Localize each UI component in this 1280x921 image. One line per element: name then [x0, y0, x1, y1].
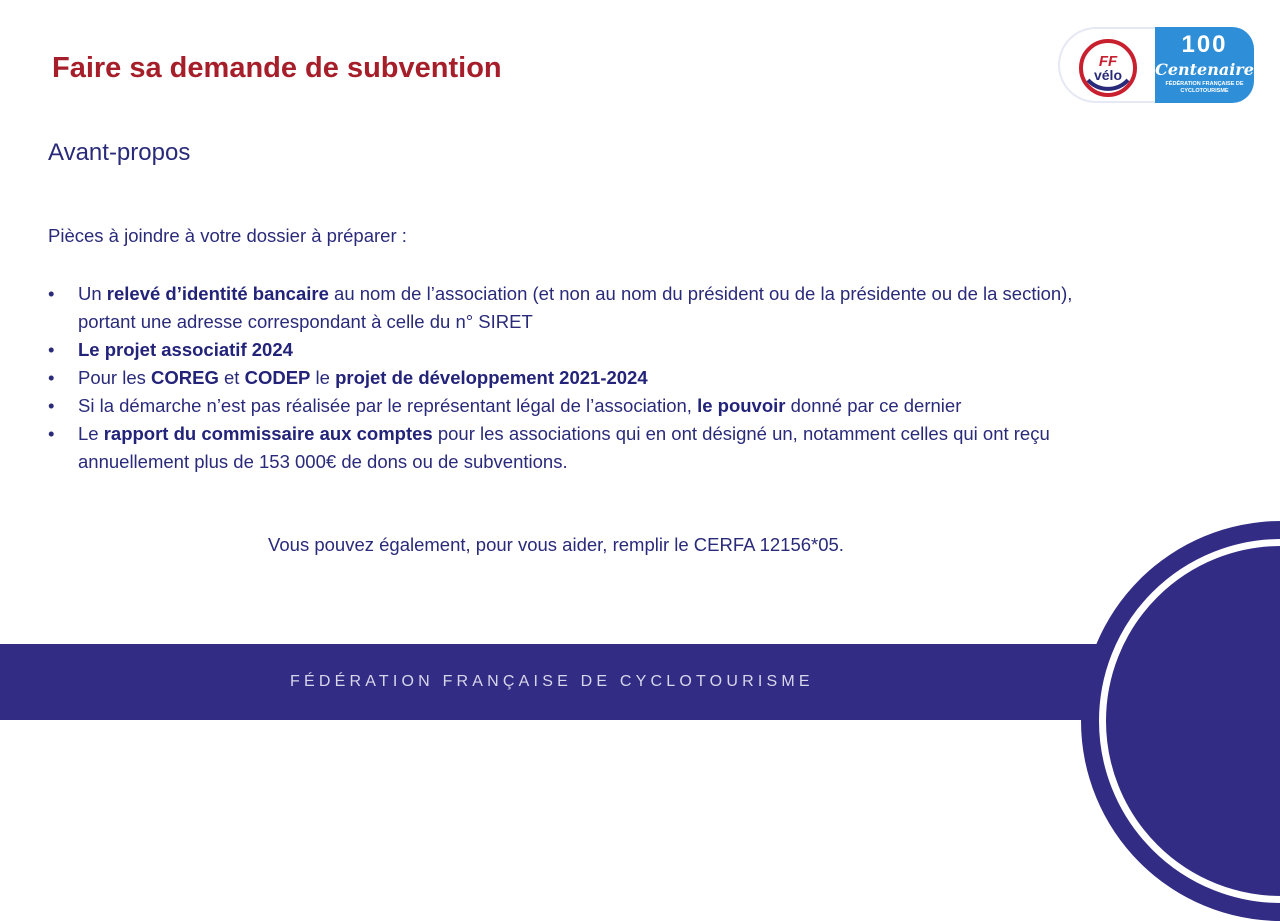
bullet-icon: • [48, 339, 55, 360]
item-text: Pour les [78, 367, 152, 388]
bullet-icon: • [48, 423, 55, 444]
list-item [48, 420, 1078, 476]
documents-list [48, 280, 1078, 476]
item-bold-text: COREG [151, 367, 219, 388]
item-text: pour les associations qui en ont désigné un, notamment celles qui ont reçu annuellement plus de 153 000€ de dons ou de subventions. [78, 423, 1050, 472]
intro-text: Pièces à joindre à votre dossier à préparer : [48, 225, 407, 246]
centenaire-number: 100 [1181, 31, 1228, 58]
cerfa-note: Vous pouvez également, pour vous aider, remplir le CERFA 12156*05. [268, 534, 844, 555]
centenaire-logo-panel [1155, 27, 1254, 103]
item-text: Si la démarche n’est pas réalisée par le représentant légal de l’association, [78, 395, 698, 416]
ffvelo-logo-panel [1058, 27, 1168, 103]
bullet-icon: • [48, 367, 55, 388]
footer-text: FÉDÉRATION FRANÇAISE DE CYCLOTOURISME [290, 673, 814, 690]
page-title: Faire sa demande de subvention [52, 52, 502, 84]
ffvelo-logo-icon [1078, 38, 1138, 98]
item-bold-text: projet de développement 2021-2024 [335, 367, 648, 388]
ffvelo-velo-text: vélo [1093, 67, 1123, 83]
item-text: au nom de l’association (et non au nom du président ou de la présidente ou de la section), portant une adresse correspondant à celle du n° SIRET [78, 283, 1073, 332]
item-bold-text: Le projet associatif 2024 [78, 339, 293, 360]
ffvelo-centenaire-logo [1058, 27, 1254, 103]
list-item [48, 392, 1078, 420]
bullet-icon: • [48, 283, 55, 304]
item-text: Le [78, 423, 104, 444]
bullet-icon: • [48, 395, 55, 416]
ffvelo-ff-text: FF [1098, 53, 1118, 70]
item-text: et [218, 367, 245, 388]
list-item [48, 364, 1078, 392]
section-subtitle: Avant-propos [48, 139, 191, 166]
item-text: Un [78, 283, 107, 304]
item-bold-text: relevé d’identité bancaire [106, 283, 329, 304]
centenaire-word: Centenaire [1155, 60, 1254, 79]
centenaire-subtext: FÉDÉRATION FRANÇAISE DE CYCLOTOURISME [1165, 81, 1244, 94]
item-bold-text: rapport du commissaire aux comptes [103, 423, 433, 444]
item-text: le [310, 367, 336, 388]
item-text: donné par ce dernier [785, 395, 962, 416]
item-bold-text: CODEP [244, 367, 311, 388]
list-item [48, 280, 1078, 336]
item-bold-text: le pouvoir [697, 395, 786, 416]
list-item [48, 336, 1078, 364]
